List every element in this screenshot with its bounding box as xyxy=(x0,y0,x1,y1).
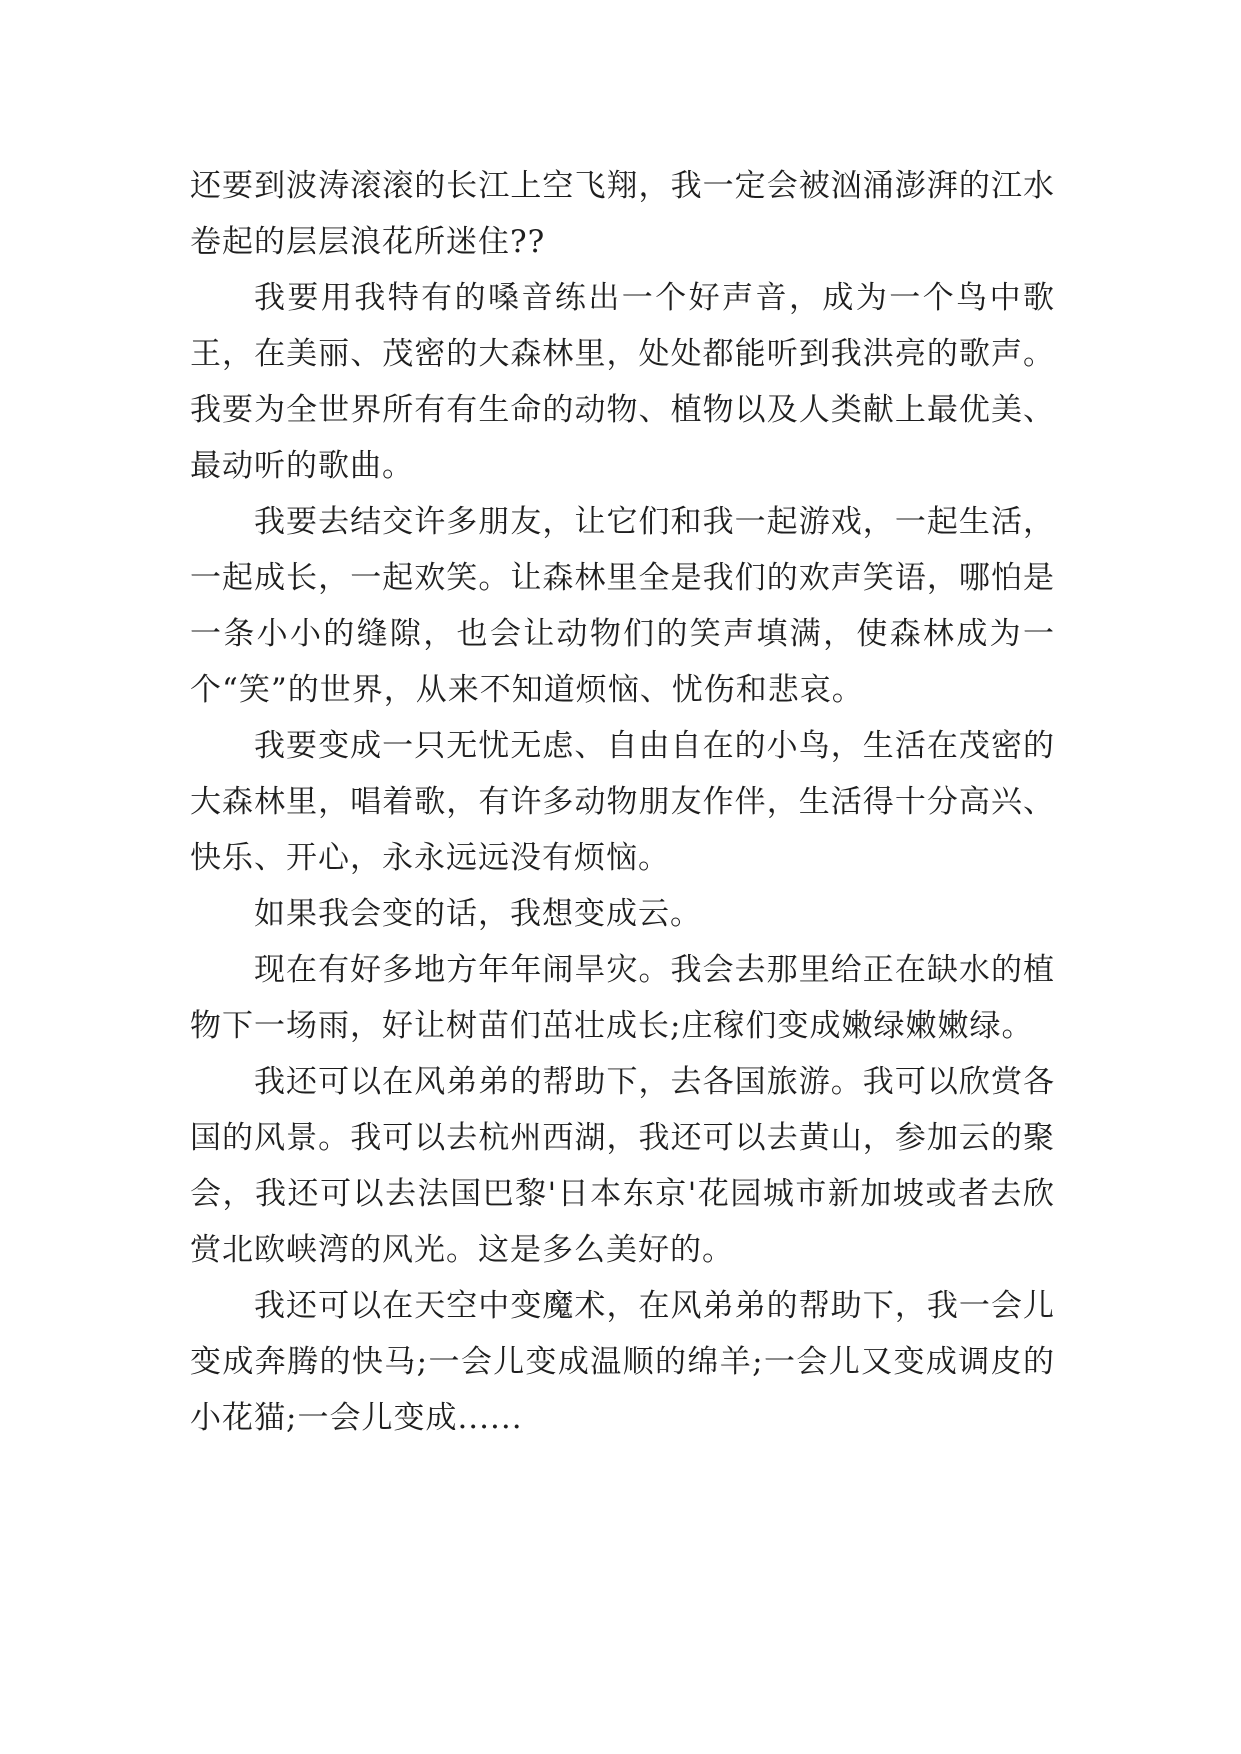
paragraph-3: 我要去结交许多朋友，让它们和我一起游戏，一起生活，一起成长，一起欢笑。让森林里全是我们的欢声笑语，哪怕是一条小小的缝隙，也会让动物们的笑声填满，使森林成为一个“笑”的世界，从来不知道烦恼、忧伤和悲哀。 xyxy=(190,504,1055,708)
paragraph-1: 还要到波涛滚滚的长江上空飞翔，我一定会被汹涌澎湃的江水卷起的层层浪花所迷住?? xyxy=(190,168,1055,260)
document-body xyxy=(190,158,1055,1446)
paragraph-7: 我还可以在风弟弟的帮助下，去各国旅游。我可以欣赏各国的风景。我可以去杭州西湖，我还可以去黄山，参加云的聚会，我还可以去法国巴黎'日本东京'花园城市新加坡或者去欣赏北欧峡湾的风光。这是多么美好的。 xyxy=(190,1064,1055,1268)
paragraph-4: 我要变成一只无忧无虑、自由自在的小鸟，生活在茂密的大森林里，唱着歌，有许多动物朋友作伴，生活得十分高兴、快乐、开心，永永远远没有烦恼。 xyxy=(190,728,1055,876)
paragraph-8: 我还可以在天空中变魔术，在风弟弟的帮助下，我一会儿变成奔腾的快马;一会儿变成温顺的绵羊;一会儿又变成调皮的小花猫;一会儿变成...... xyxy=(190,1288,1055,1436)
paragraph-6: 现在有好多地方年年闹旱灾。我会去那里给正在缺水的植物下一场雨，好让树苗们茁壮成长;庄稼们变成嫩绿嫩嫩绿。 xyxy=(190,952,1055,1044)
paragraph-2: 我要用我特有的嗓音练出一个好声音，成为一个鸟中歌王，在美丽、茂密的大森林里，处处都能听到我洪亮的歌声。我要为全世界所有有生命的动物、植物以及人类献上最优美、最动听的歌曲。 xyxy=(190,280,1055,484)
paragraph-5: 如果我会变的话，我想变成云。 xyxy=(254,896,702,932)
